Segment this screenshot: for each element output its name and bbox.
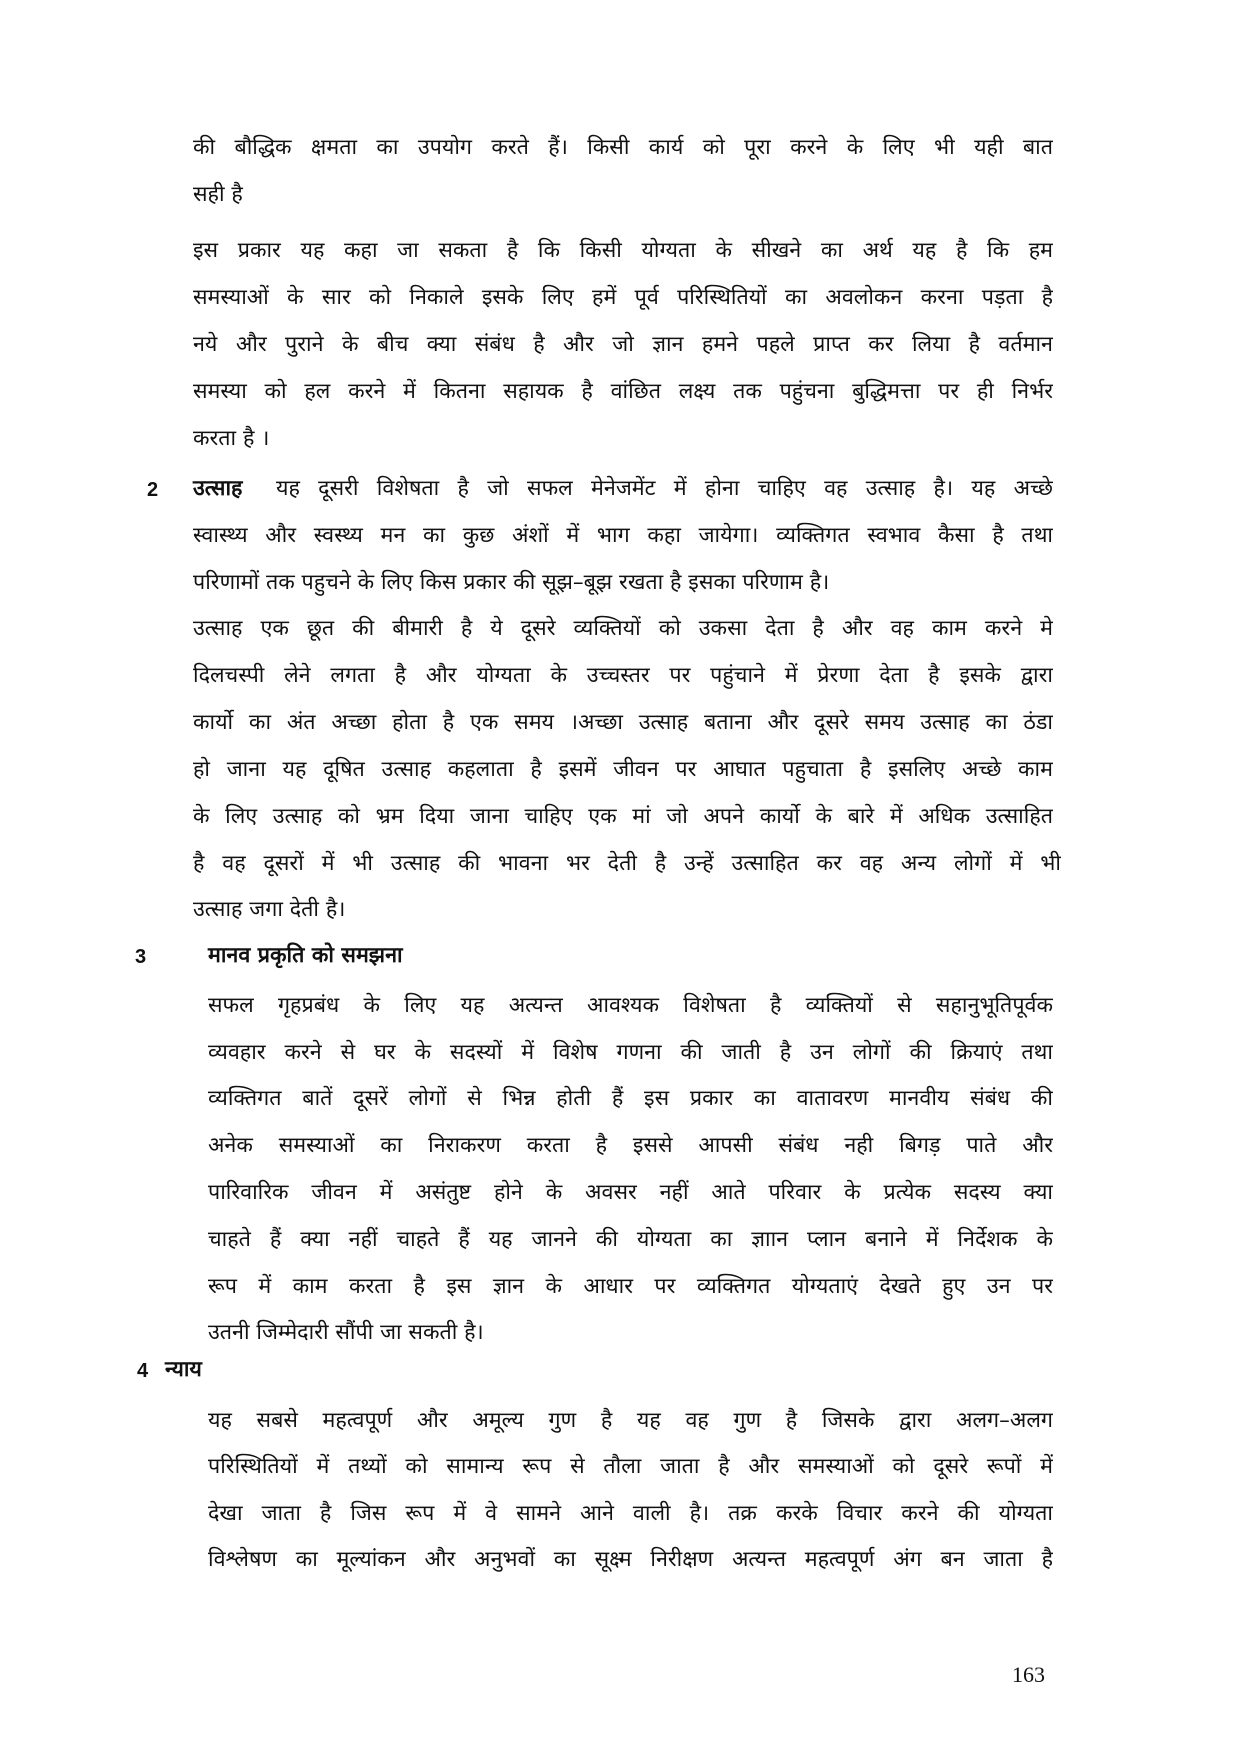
body-text-line: इस प्रकार यह कहा जा सकता है कि किसी योग्यता के सीखने का अर्थ यह है कि हम: [193, 238, 1053, 263]
body-text-line: है वह दूसरों में भी उत्साह की भावना भर देती है उन्हें उत्साहित कर वह अन्य लोगों में भी: [193, 851, 1061, 876]
body-text-line: व्यवहार करने से घर के सदस्यों में विशेष गणना की जाती है उन लोगों की क्रियाएं तथा: [208, 1040, 1053, 1065]
body-text-line: की बौद्धिक क्षमता का उपयोग करते हैं। किसी कार्य को पूरा करने के लिए भी यही बात: [193, 135, 1053, 160]
body-text-line: उत्साह एक छूत की बीमारी है ये दूसरे व्यक्तियों को उकसा देता है और वह काम करने मे: [193, 616, 1053, 641]
body-text-line: समस्याओं के सार को निकाले इसके लिए हमें पूर्व परिस्थितियों का अवलोकन करना पड़ता है: [193, 285, 1053, 310]
section-heading: न्याय: [165, 1357, 202, 1382]
section-heading: उत्साह: [193, 476, 243, 501]
body-text-line: पारिवारिक जीवन में असंतुष्ट होने के अवसर नहीं आते परिवार के प्रत्येक सदस्य क्या: [208, 1180, 1053, 1205]
body-text-line: कार्यो का अंत अच्छा होता है एक समय ।अच्छा उत्साह बताना और दूसरे समय उत्साह का ठंडा: [193, 710, 1053, 735]
body-text-line: करता है ।: [193, 426, 270, 451]
section-number: 3: [135, 946, 147, 968]
body-text-line: उतनी जिम्मेदारी सौंपी जा सकती है।: [208, 1320, 484, 1345]
body-text-line: चाहते हैं क्या नहीं चाहते हैं यह जानने की योग्यता का ज्ञाान प्लान बनाने में निर्देशक के: [208, 1227, 1053, 1252]
body-text-line: नये और पुराने के बीच क्या संबंध है और जो ज्ञान हमने पहले प्राप्त कर लिया है वर्तमान: [193, 332, 1053, 357]
body-text-line: उत्साह जगा देती है।: [193, 897, 346, 922]
body-text-line: सफल गृहप्रबंध के लिए यह अत्यन्त आवश्यक विशेषता है व्यक्तियों से सहानुभूतिपूर्वक: [208, 993, 1053, 1018]
body-text-line: समस्या को हल करने में कितना सहायक है वांछित लक्ष्य तक पहुंचना बुद्धिमत्ता पर ही निर्भर: [193, 379, 1053, 404]
body-text-line: परिणामों तक पहुचने के लिए किस प्रकार की सूझ–बूझ रखता है इसका परिणाम है।: [193, 570, 830, 595]
body-text-line: स्वास्थ्य और स्वस्थ्य मन का कुछ अंशों में भाग कहा जायेगा। व्यक्तिगत स्वभाव कैसा है तथा: [193, 523, 1053, 548]
body-text-line: विश्लेषण का मूल्यांकन और अनुभवों का सूक्ष्म निरीक्षण अत्यन्त महत्वपूर्ण अंग बन जाता है: [208, 1547, 1053, 1572]
body-text-line: दिलचस्पी लेने लगता है और योग्यता के उच्चस्तर पर पहुंचाने में प्रेरणा देता है इसके द्वारा: [193, 663, 1053, 688]
body-text-line: के लिए उत्साह को भ्रम दिया जाना चाहिए एक मां जो अपने कार्यो के बारे में अधिक उत्साहित: [193, 804, 1053, 829]
body-text-line: हो जाना यह दूषित उत्साह कहलाता है इसमें जीवन पर आघात पहुचाता है इसलिए अच्छे काम: [193, 757, 1053, 782]
body-text-line: व्यक्तिगत बातें दूसरें लोगों से भिन्न होती हैं इस प्रकार का वातावरण मानवीय संबंध की: [208, 1086, 1053, 1111]
body-text-line: देखा जाता है जिस रूप में वे सामने आने वाली है। तक्र करके विचार करने की योग्यता: [208, 1501, 1053, 1526]
section-heading: मानव प्रकृति को समझना: [208, 943, 403, 968]
body-text-line: रूप में काम करता है इस ज्ञान के आधार पर व्यक्तिगत योग्यताएं देखते हुए उन पर: [208, 1274, 1053, 1299]
body-text-line: परिस्थितियों में तथ्यों को सामान्य रूप से तौला जाता है और समस्याओं को दूसरे रूपों में: [208, 1454, 1053, 1479]
body-text-line: अनेक समस्याओं का निराकरण करता है इससे आपसी संबंध नही बिगड़ पाते और: [208, 1133, 1053, 1158]
body-text-line: यह दूसरी विशेषता है जो सफल मेनेजमेंट में होना चाहिए वह उत्साह है। यह अच्छे: [276, 476, 1053, 501]
section-number: 4: [137, 1360, 149, 1382]
page-number: 163: [1012, 1662, 1045, 1687]
body-text-line: सही है: [193, 182, 243, 207]
body-text-line: यह सबसे महत्वपूर्ण और अमूल्य गुण है यह वह गुण है जिसके द्वारा अलग–अलग: [208, 1408, 1053, 1433]
section-number: 2: [147, 479, 159, 501]
